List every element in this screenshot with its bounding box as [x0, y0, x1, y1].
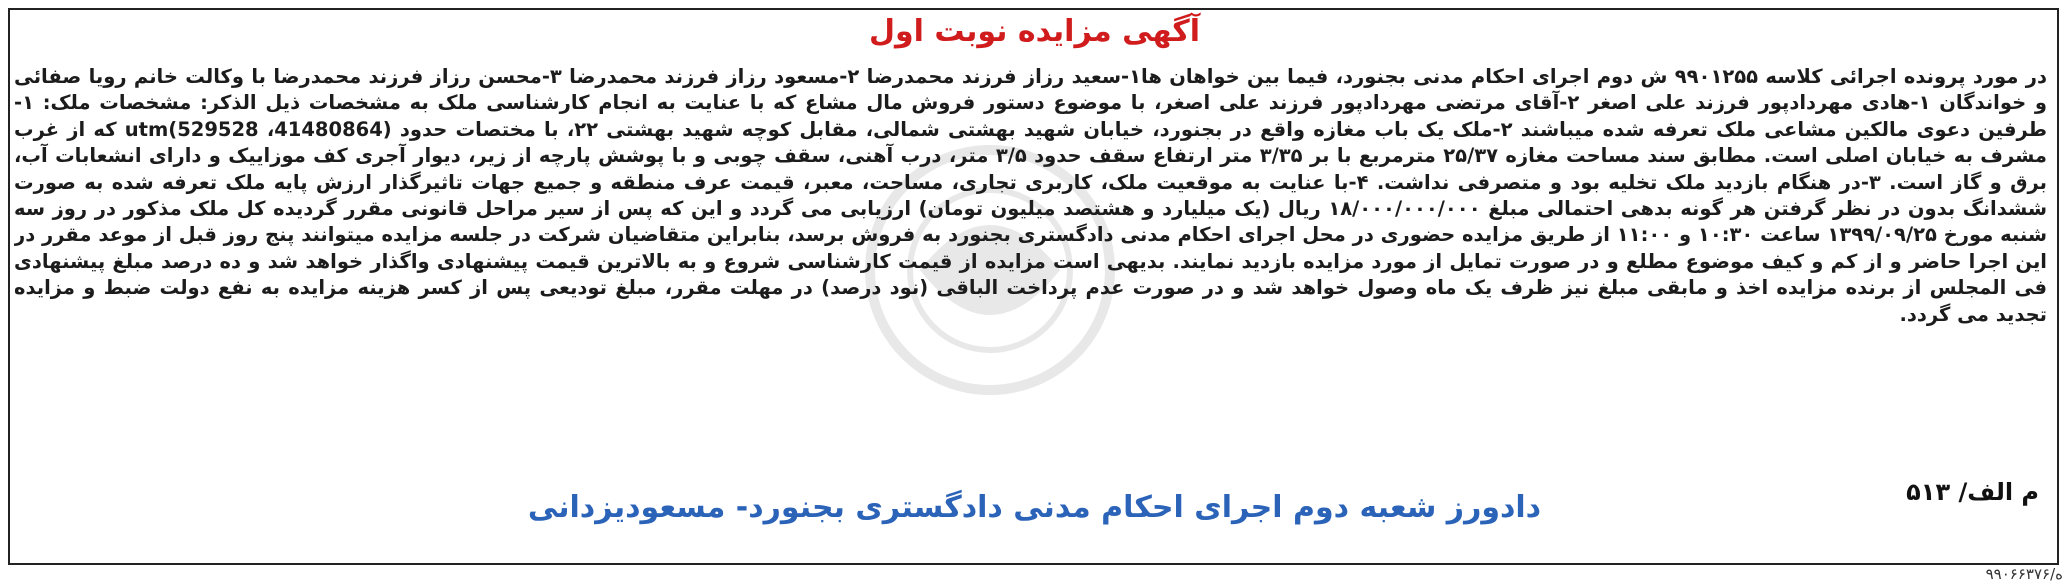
- notice-body-text: در مورد پرونده اجرائی کلاسه ۹۹۰۱۲۵۵ ش دوم اجرای احکام مدنی بجنورد، فیما بین خواهان ها۱-سعید رزاز فرزند محمدرضا ۲-مسعود رزاز فرزند محمدرضا ۳-محسن رزاز فرزند محمدرضا با وکالت خانم رویا صفائی و خواندگان ۱-هادی مهردادپور فرزند علی اصغر ۲-آقای مرتضی مهردادپور فرزند علی اصغر، با موضوع دستور فروش مال مشاع که با عنایت به انجام کارشناسی ملک به مشخصات ذیل الذکر: مشخصات ملک: ۱-طرفین دعوی مالکین مشاعی ملک تعرفه شده میباشند ۲-ملک یک باب مغازه واقع در بجنورد، خیابان شهید بهشتی شمالی، مقابل کوچه شهید بهشتی ۲۲، با مختصات حدود utm(529528 ،41480864) که از غرب مشرف به خیابان اصلی است. مطابق سند مساحت مغازه ۲۵/۳۷ مترمربع با بر ۳/۳۵ متر ارتفاع سقف حدود ۳/۵ متر، درب آهنی، سقف چوبی و با پوشش پارچه از زیر، دیوار آجری کف موزاییک و دارای انشعابات آب، برق و گاز است. ۳-در هنگام بازدید ملک تخلیه بود و متصرفی نداشت. ۴-با عنایت به موقعیت ملک، کاربری تجاری، مساحت، معبر، قیمت عرف منطقه و جمیع جهات تاثیرگذار ارزش پایه ملک تعرفه شده به صورت ششدانگ بدون در نظر گرفتن هر گونه بدهی احتمالی مبلغ ۱۸/۰۰۰/۰۰۰/۰۰۰ ریال (یک میلیارد و هشتصد میلیون تومان) ارزیابی می گردد و این که پس از سیر مراحل قانونی مقرر گردیده کل ملک مذکور در روز سه شنبه مورخ ۱۳۹۹/۰۹/۲۵ ساعت ۱۰:۳۰ و ۱۱:۰۰ از طریق مزایده حضوری در محل اجرای احکام مدنی دادگستری بجنورد به فروش برسد، بنابراین متقاضیان شرکت در جلسه مزایده میتوانند پنج روز قبل از موعد مقرر در این اجرا حاضر و از کم و کیف موضوع مطلع و در صورت تمایل از مورد مزایده بازدید نمایند. بدیهی است مزایده از قیمت کارشناسی شروع و به بالاترین قیمت پیشنهادی واگذار خواهد شد و ده درصد مبلغ پیشنهادی فی المجلس از برنده مزایده اخذ و مابقی مبلغ نیز ظرف یک ماه وصول خواهد شد و در صورت عدم پرداخت الباقی (نود درصد) در مهلت مقرر، مبلغ تودیعی پس از کسر هزینه مزایده به نفع دولت ضبط و مزایده تجدید می گردد.: [14, 65, 2047, 326]
- notice-title: آگهی مزایده نوبت اول: [868, 14, 1201, 49]
- footer-code: ۹۹۰۶۶۳۷۶/ه: [1985, 565, 2063, 583]
- signature-line: دادورز شعبه دوم اجرای احکام مدنی دادگستری بجنورد- مسعودیزدانی: [527, 490, 1542, 525]
- reference-code: م الف/ ۵۱۳: [1906, 478, 2039, 506]
